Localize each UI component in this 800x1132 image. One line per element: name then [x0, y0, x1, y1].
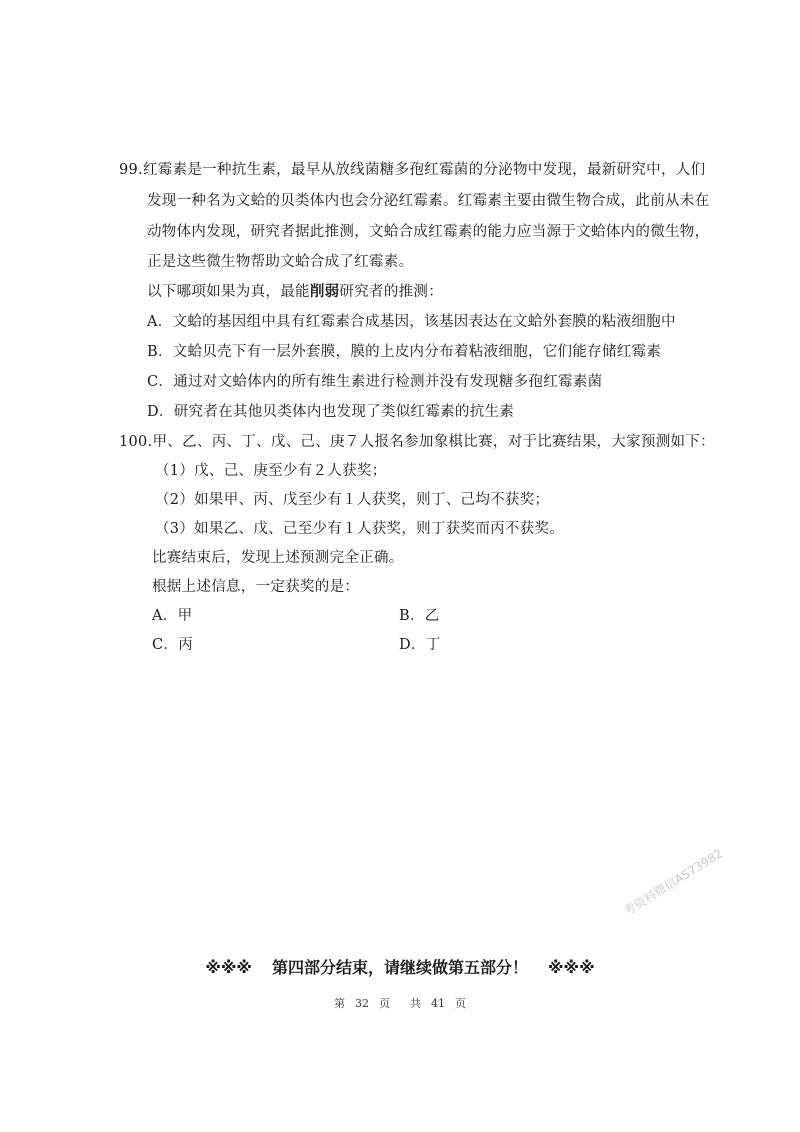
- q100-option-a: A．甲: [152, 608, 193, 624]
- q99-prompt-after: 研究者的推测：: [339, 284, 444, 300]
- page-number: [0, 995, 800, 1011]
- page-prefix: 第: [334, 997, 345, 1010]
- q99-stem-text-1: 红霉素是一种抗生素，最早从放线菌糖多孢红霉菌的分泌物中发现，最新研究中，人们: [142, 162, 706, 178]
- page-word: 页: [379, 997, 390, 1010]
- q100-option-c: C．丙: [152, 637, 193, 653]
- q99-prompt-emphasis: 削弱: [309, 284, 340, 300]
- q99-stem-line-1: [119, 160, 705, 180]
- marks-right: ※※※: [548, 958, 595, 977]
- watermark-text: 考资料微信AS73982: [621, 846, 726, 919]
- total-word: 共: [410, 997, 421, 1010]
- q100-prediction-2: （2）如果甲、丙、戊至少有１人获奖，则丁、己均不获奖；: [155, 492, 550, 508]
- q100-prediction-3: （3）如果乙、戊、己至少有１人获奖，则丁获奖而丙不获奖。: [155, 521, 565, 537]
- q99-stem-line-3: 动物体内发现，研究者据此推测，文蛤合成红霉素的能力应当源于文蛤体内的微生物，: [147, 224, 710, 240]
- q99-prompt: [147, 282, 443, 302]
- section-end-banner: [0, 955, 800, 978]
- q99-stem-line-4: 正是这些微生物帮助文蛤合成了红霉素。: [147, 254, 414, 270]
- q99-option-a: A．文蛤的基因组中具有红霉素合成基因，该基因表达在文蛤外套膜的粘液细胞中: [147, 314, 676, 330]
- q99-number: 99.: [119, 162, 143, 178]
- page-suffix: 页: [455, 997, 466, 1010]
- q100-option-b: B．乙: [399, 608, 440, 624]
- q100-note: 比赛结束后，发现上述预测完全正确。: [152, 550, 404, 566]
- q99-option-d: D．研究者在其他贝类体内也发现了类似红霉素的抗生素: [147, 404, 515, 420]
- q100-prompt: 根据上述信息，一定获奖的是：: [152, 579, 360, 595]
- marks-left: ※※※: [205, 958, 252, 977]
- q99-option-c: C．通过对文蛤体内的所有维生素进行检测并没有发现糖多孢红霉素菌: [147, 374, 603, 390]
- q100-stem-text: 甲、乙、丙、丁、戊、己、庚７人报名参加象棋比赛，对于比赛结果，大家预测如下：: [152, 434, 715, 450]
- q100-prediction-1: （1）戊、己、庚至少有２人获奖；: [155, 463, 387, 479]
- q99-option-b: B．文蛤贝壳下有一层外套膜，膜的上皮内分布着粘液细胞，它们能存储红霉素: [147, 344, 662, 360]
- q100-option-d: D．丁: [399, 637, 441, 653]
- page-total: 41: [431, 997, 445, 1010]
- q100-number: 100.: [119, 434, 153, 450]
- q100-stem: [119, 432, 715, 452]
- page-current: 32: [355, 997, 369, 1010]
- q99-prompt-before: 以下哪项如果为真，最能: [147, 284, 310, 300]
- q99-stem-line-2: 发现一种名为文蛤的贝类体内也会分泌红霉素。红霉素主要由微生物合成，此前从未在: [147, 193, 710, 209]
- section-end-message: 第四部分结束，请继续做第五部分！: [271, 958, 528, 977]
